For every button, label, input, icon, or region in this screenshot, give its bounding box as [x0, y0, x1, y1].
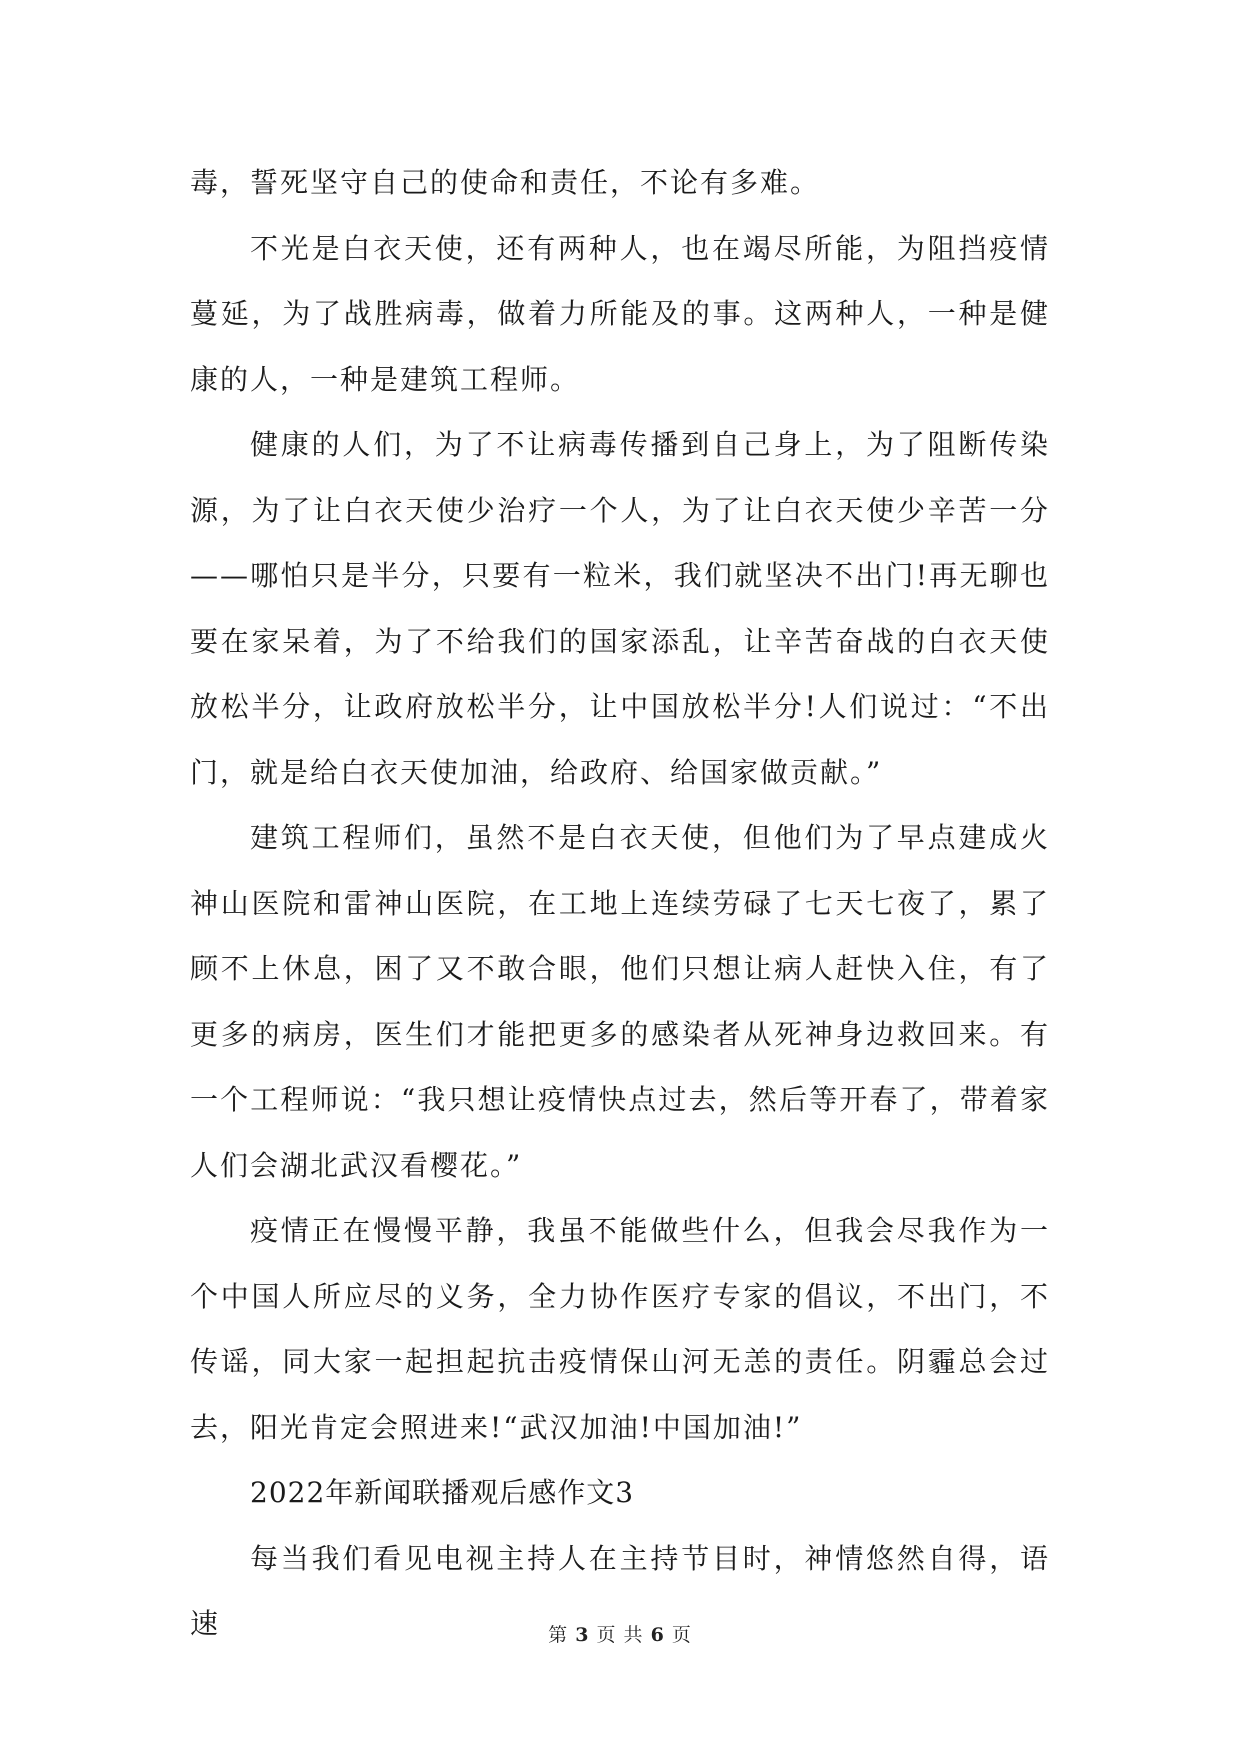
paragraph-continuation: 毒，誓死坚守自己的使命和责任，不论有多难。: [190, 166, 821, 199]
page-footer: [0, 1620, 1240, 1647]
paragraph-engineers: 建筑工程师们，虽然不是白衣天使，但他们为了早点建成火神山医院和雷神山医院，在工地上连续劳碌了七天七夜了，累了顾不上休息，困了又不敢合眼，他们只想让病人赶快入住，有了更多的病房，医生们才能把更多的感染者从死神身边救回来。有一个工程师说：“我只想让疫情快点过去，然后等开春了，带着家人们会湖北武汉看樱花。”: [190, 821, 1050, 1182]
paragraph-essay-3-start: 每当我们看见电视主持人在主持节目时，神情悠然自得，语速: [190, 1541, 1050, 1640]
paragraph-healthy-people: 健康的人们，为了不让病毒传播到自己身上，为了阻断传染源，为了让白衣天使少治疗一个人，为了让白衣天使少辛苦一分——哪怕只是半分，只要有一粒米，我们就坚决不出门!再无聊也要在家呆着，为了不给我们的国家添乱，让辛苦奋战的白衣天使放松半分，让政府放松半分，让中国放松半分!人们说过：“不出门，就是给白衣天使加油，给政府、给国家做贡献。”: [190, 428, 1050, 789]
footer-suffix: 页: [671, 1624, 692, 1646]
paragraph-two-kinds-of-people: 不光是白衣天使，还有两种人，也在竭尽所能，为阻挡疫情蔓延，为了战胜病毒，做着力所能及的事。这两种人，一种是健康的人，一种是建筑工程师。: [190, 231, 1050, 396]
paragraph-conclusion: 疫情正在慢慢平静，我虽不能做些什么，但我会尽我作为一个中国人所应尽的义务，全力协作医疗专家的倡议，不出门，不传谣，同大家一起担起抗击疫情保山河无恙的责任。阴霾总会过去，阳光肯定会照进来!“武汉加油!中国加油!”: [190, 1214, 1050, 1444]
current-page-number: 3: [575, 1624, 590, 1646]
footer-prefix: 第: [548, 1624, 569, 1646]
total-pages-number: 6: [650, 1624, 665, 1646]
footer-middle: 页 共: [596, 1624, 644, 1646]
document-body: [190, 150, 1050, 1657]
section-heading: 2022年新闻联播观后感作文3: [250, 1476, 635, 1509]
